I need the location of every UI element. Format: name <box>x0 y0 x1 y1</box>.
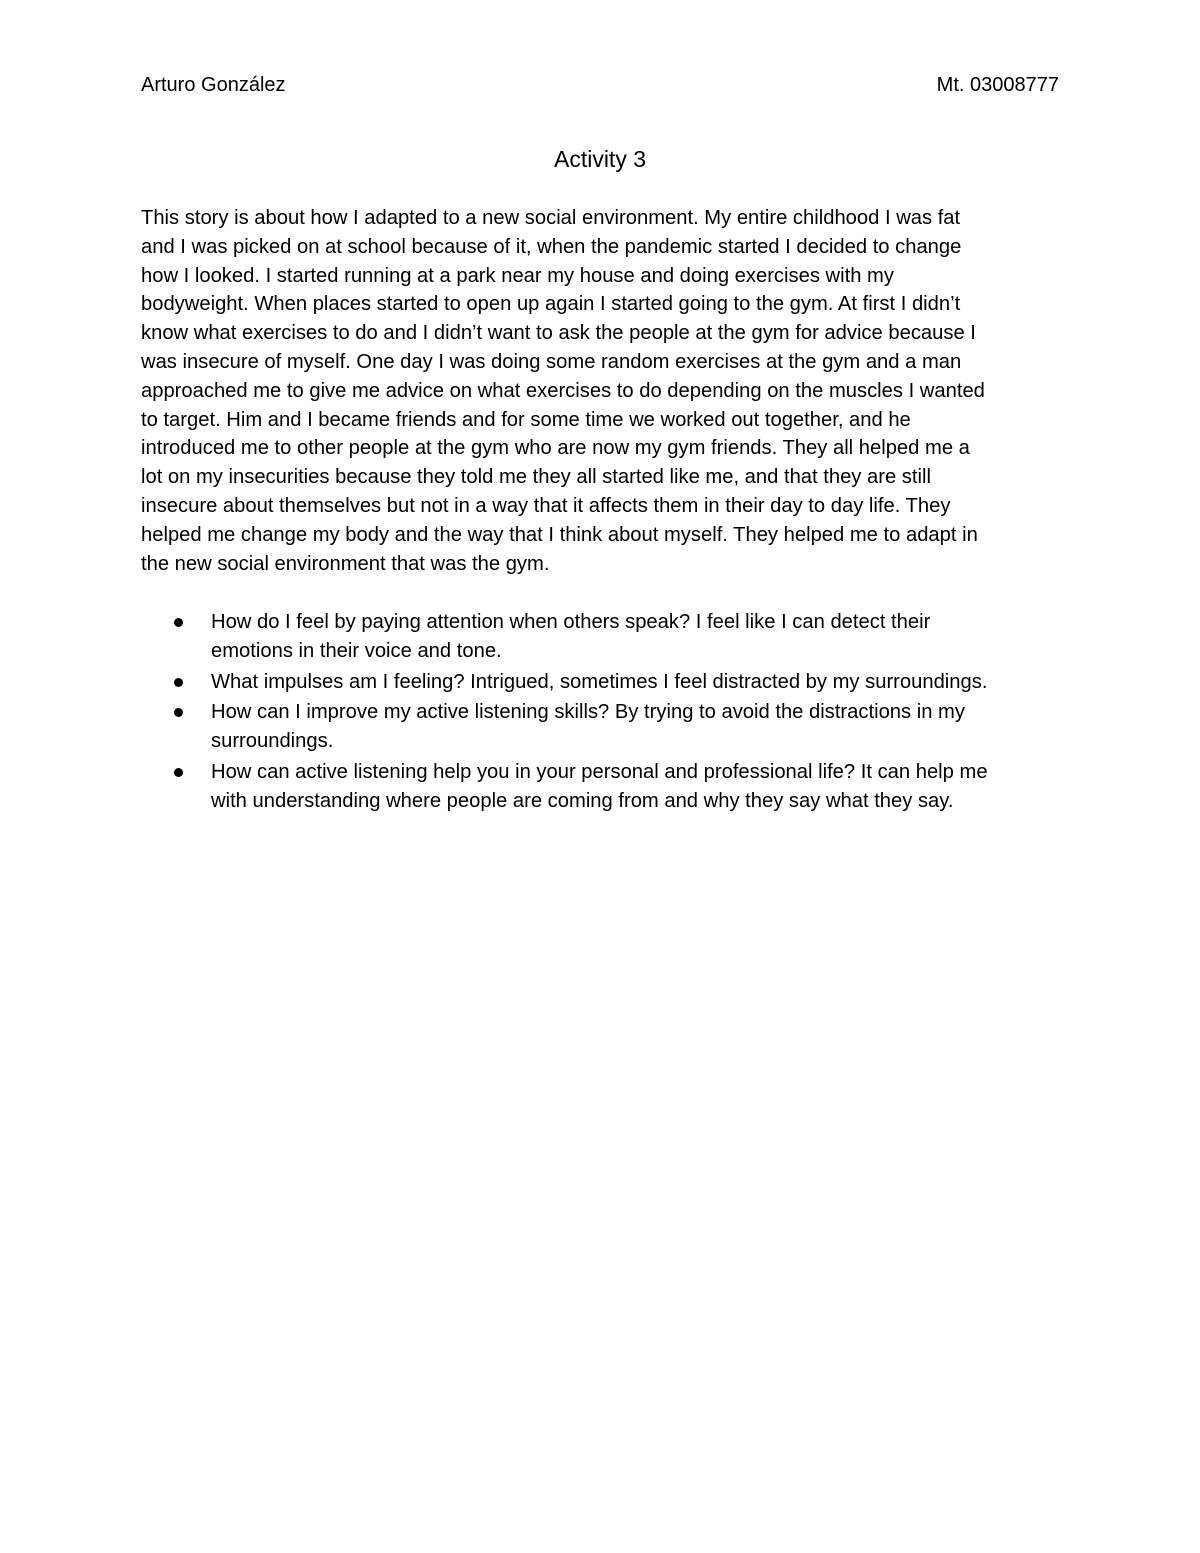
list-item-line: How can I improve my active listening skills? By trying to avoid the distractions in my <box>211 701 965 724</box>
paragraph-line: insecure about themselves but not in a way that it affects them in their day to day life. They <box>141 494 951 517</box>
paragraph-line: the new social environment that was the gym. <box>141 552 550 575</box>
paragraph-line: know what exercises to do and I didn’t want to ask the people at the gym for advice because I <box>141 322 976 345</box>
paragraph-line: approached me to give me advice on what exercises to do depending on the muscles I wanted <box>141 379 985 402</box>
paragraph-line: was insecure of myself. One day I was doing some random exercises at the gym and a man <box>141 350 962 373</box>
paragraph-line: This story is about how I adapted to a new social environment. My entire childhood I was fat <box>141 207 961 229</box>
list-item-line: How can active listening help you in your personal and professional life? It can help me <box>211 760 988 783</box>
list-item <box>141 608 1061 666</box>
list-item-line: What impulses am I feeling? Intrigued, sometimes I feel distracted by my surroundings. <box>211 670 988 693</box>
bullet-icon <box>174 678 183 687</box>
list-item-line: surroundings. <box>211 730 334 753</box>
student-id: Mt. 03008777 <box>936 74 1059 96</box>
bullet-icon <box>174 708 183 717</box>
paragraph-line: lot on my insecurities because they told me they all started like me, and that they are still <box>141 466 931 489</box>
paragraph-line: how I looked. I started running at a park near my house and doing exercises with my <box>141 264 894 287</box>
page-header <box>141 72 1059 100</box>
reflection-questions-list <box>141 608 1061 818</box>
paragraph-line: helped me change my body and the way that I think about myself. They helped me to adapt in <box>141 523 978 546</box>
list-item <box>141 758 1061 816</box>
bullet-icon <box>174 618 183 627</box>
list-item-line: emotions in their voice and tone. <box>211 639 502 662</box>
story-paragraph <box>141 204 1061 578</box>
bullet-icon <box>174 768 183 777</box>
list-item <box>141 698 1061 756</box>
paragraph-line: introduced me to other people at the gym who are now my gym friends. They all helped me a <box>141 437 970 460</box>
list-item <box>141 668 1061 697</box>
paragraph-line: to target. Him and I became friends and for some time we worked out together, and he <box>141 408 911 431</box>
author-name: Arturo González <box>141 74 286 96</box>
document-title: Activity 3 <box>553 146 647 172</box>
list-item-line: How do I feel by paying attention when others speak? I feel like I can detect their <box>211 611 931 633</box>
paragraph-line: bodyweight. When places started to open up again I started going to the gym. At first I didn’t <box>141 293 961 316</box>
list-item-line: with understanding where people are coming from and why they say what they say. <box>211 789 954 812</box>
paragraph-line: and I was picked on at school because of it, when the pandemic started I decided to change <box>141 235 962 258</box>
